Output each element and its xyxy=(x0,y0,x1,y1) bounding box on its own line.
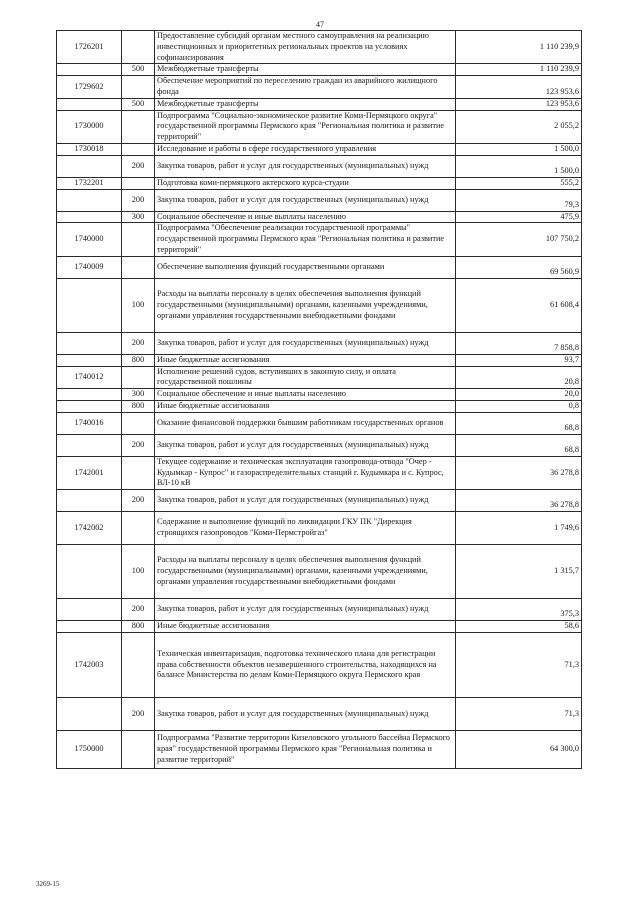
budget-table xyxy=(56,30,582,769)
table-row xyxy=(57,278,582,332)
table-row xyxy=(57,64,582,76)
page-number: 47 xyxy=(316,20,324,29)
table-row xyxy=(57,354,582,366)
table-row xyxy=(57,512,582,545)
table-row xyxy=(57,366,582,389)
table-row xyxy=(57,177,582,189)
row-amount-cell: 36 278,8 xyxy=(456,456,582,489)
row-expense-type-cell xyxy=(122,143,155,155)
row-amount-cell: 123 953,6 xyxy=(456,98,582,110)
row-name-cell: Предоставление субсидий органам местного самоуправления на реализацию инвестиционных и приоритетных региональных проектов на условиях софинансирования xyxy=(155,31,456,64)
row-name-cell: Закупка товаров, работ и услуг для государственных (муниципальных) нужд xyxy=(155,697,456,730)
table-row xyxy=(57,98,582,110)
row-code-cell: 1730018 xyxy=(57,143,122,155)
table-row xyxy=(57,211,582,223)
row-name-cell: Обеспечение выполнения функций государственными органами xyxy=(155,256,456,278)
row-expense-type-cell: 200 xyxy=(122,697,155,730)
row-name-cell: Закупка товаров, работ и услуг для государственных (муниципальных) нужд xyxy=(155,599,456,621)
row-name-cell: Иные бюджетные ассигнования xyxy=(155,354,456,366)
row-code-cell: 1750000 xyxy=(57,730,122,768)
row-code-cell xyxy=(57,189,122,211)
row-expense-type-cell: 200 xyxy=(122,332,155,354)
table-row xyxy=(57,545,582,599)
row-amount-cell: 64 300,0 xyxy=(456,730,582,768)
row-name-cell: Закупка товаров, работ и услуг для государственных (муниципальных) нужд xyxy=(155,332,456,354)
row-code-cell: 1742001 xyxy=(57,456,122,489)
row-code-cell xyxy=(57,434,122,456)
row-expense-type-cell: 300 xyxy=(122,389,155,401)
row-code-cell xyxy=(57,389,122,401)
row-amount-cell: 71,3 xyxy=(456,632,582,697)
row-name-cell: Закупка товаров, работ и услуг для государственных (муниципальных) нужд xyxy=(155,434,456,456)
table-row xyxy=(57,621,582,633)
row-amount-cell: 61 608,4 xyxy=(456,278,582,332)
row-name-cell: Исполнение решений судов, вступивших в законную силу, и оплата государственной пошлины xyxy=(155,366,456,389)
row-code-cell: 1742002 xyxy=(57,512,122,545)
row-expense-type-cell: 200 xyxy=(122,155,155,177)
row-expense-type-cell xyxy=(122,223,155,256)
row-amount-cell: 1 315,7 xyxy=(456,545,582,599)
row-amount-cell: 7 858,8 xyxy=(456,332,582,354)
row-code-cell xyxy=(57,621,122,633)
row-amount-cell: 123 953,6 xyxy=(456,76,582,99)
row-code-cell: 1740009 xyxy=(57,256,122,278)
table-row xyxy=(57,189,582,211)
row-amount-cell: 1 500,0 xyxy=(456,155,582,177)
table-row xyxy=(57,155,582,177)
row-expense-type-cell: 100 xyxy=(122,278,155,332)
row-code-cell xyxy=(57,599,122,621)
table-row xyxy=(57,31,582,64)
row-expense-type-cell xyxy=(122,256,155,278)
row-expense-type-cell xyxy=(122,632,155,697)
table-row xyxy=(57,76,582,99)
table-row xyxy=(57,456,582,489)
table-row xyxy=(57,223,582,256)
row-code-cell: 1740000 xyxy=(57,223,122,256)
table-row xyxy=(57,632,582,697)
row-amount-cell: 69 560,9 xyxy=(456,256,582,278)
row-amount-cell: 79,3 xyxy=(456,189,582,211)
table-row xyxy=(57,434,582,456)
row-expense-type-cell xyxy=(122,366,155,389)
row-amount-cell: 2 055,2 xyxy=(456,110,582,143)
row-code-cell xyxy=(57,400,122,412)
row-code-cell: 1732201 xyxy=(57,177,122,189)
row-code-cell xyxy=(57,545,122,599)
row-expense-type-cell xyxy=(122,177,155,189)
row-amount-cell: 71,3 xyxy=(456,697,582,730)
row-name-cell: Расходы на выплаты персоналу в целях обеспечения выполнения функций государственными (муниципальными) органами, казенными учреждениями, органами управления государственными внебюджетными фондами xyxy=(155,278,456,332)
row-code-cell: 1730000 xyxy=(57,110,122,143)
table-row xyxy=(57,400,582,412)
row-amount-cell: 20,8 xyxy=(456,366,582,389)
table-row xyxy=(57,256,582,278)
row-name-cell: Техническая инвентаризация, подготовка технического плана для регистрации права собственности объектов незавершенного строительства, находящихся на балансе Министерства по делам Коми-Пермяцкого округа Пермского края xyxy=(155,632,456,697)
row-amount-cell: 93,7 xyxy=(456,354,582,366)
row-amount-cell: 1 749,6 xyxy=(456,512,582,545)
row-amount-cell: 107 750,2 xyxy=(456,223,582,256)
table-row xyxy=(57,599,582,621)
row-name-cell: Содержание и выполнение функций по ликвидации ГКУ ПК "Дирекция строящихся газопроводов "Коми-Пермстройгаз" xyxy=(155,512,456,545)
row-expense-type-cell: 800 xyxy=(122,400,155,412)
table-row xyxy=(57,730,582,768)
row-name-cell: Обеспечение мероприятий по переселению граждан из аварийного жилищного фонда xyxy=(155,76,456,99)
row-code-cell xyxy=(57,354,122,366)
row-code-cell xyxy=(57,332,122,354)
row-amount-cell: 36 278,8 xyxy=(456,490,582,512)
row-name-cell: Оказание финансовой поддержки бывшим работникам государственных органов xyxy=(155,412,456,434)
row-amount-cell: 68,8 xyxy=(456,412,582,434)
row-name-cell: Подпрограмма "Социально-экономическое развитие Коми-Пермяцкого округа" государственной программы Пермского края "Региональная политика и развитие территорий" xyxy=(155,110,456,143)
row-amount-cell: 0,8 xyxy=(456,400,582,412)
row-code-cell: 1729602 xyxy=(57,76,122,99)
row-expense-type-cell: 100 xyxy=(122,545,155,599)
row-expense-type-cell: 200 xyxy=(122,490,155,512)
table-row xyxy=(57,697,582,730)
row-expense-type-cell xyxy=(122,76,155,99)
row-expense-type-cell xyxy=(122,31,155,64)
row-amount-cell: 20,0 xyxy=(456,389,582,401)
row-expense-type-cell: 200 xyxy=(122,434,155,456)
row-name-cell: Исследование и работы в сфере государственного управления xyxy=(155,143,456,155)
row-amount-cell: 555,2 xyxy=(456,177,582,189)
row-amount-cell: 375,3 xyxy=(456,599,582,621)
row-expense-type-cell xyxy=(122,512,155,545)
row-expense-type-cell xyxy=(122,730,155,768)
row-expense-type-cell: 200 xyxy=(122,189,155,211)
table-row xyxy=(57,412,582,434)
row-code-cell xyxy=(57,155,122,177)
table-row xyxy=(57,389,582,401)
row-name-cell: Расходы на выплаты персоналу в целях обеспечения выполнения функций государственными (муниципальными) органами, казенными учреждениями, органами управления государственными внебюджетными фондами xyxy=(155,545,456,599)
row-code-cell: 1726201 xyxy=(57,31,122,64)
row-name-cell: Закупка товаров, работ и услуг для государственных (муниципальных) нужд xyxy=(155,155,456,177)
row-name-cell: Межбюджетные трансферты xyxy=(155,64,456,76)
row-amount-cell: 475,9 xyxy=(456,211,582,223)
row-expense-type-cell: 300 xyxy=(122,211,155,223)
row-expense-type-cell xyxy=(122,110,155,143)
row-name-cell: Иные бюджетные ассигнования xyxy=(155,400,456,412)
row-name-cell: Социальное обеспечение и иные выплаты населению xyxy=(155,211,456,223)
row-expense-type-cell: 500 xyxy=(122,64,155,76)
row-name-cell: Закупка товаров, работ и услуг для государственных (муниципальных) нужд xyxy=(155,189,456,211)
table-row xyxy=(57,143,582,155)
row-code-cell xyxy=(57,278,122,332)
row-code-cell xyxy=(57,64,122,76)
row-amount-cell: 68,8 xyxy=(456,434,582,456)
table-row xyxy=(57,110,582,143)
row-amount-cell: 1 500,0 xyxy=(456,143,582,155)
row-expense-type-cell xyxy=(122,456,155,489)
row-name-cell: Межбюджетные трансферты xyxy=(155,98,456,110)
row-name-cell: Иные бюджетные ассигнования xyxy=(155,621,456,633)
row-expense-type-cell: 800 xyxy=(122,621,155,633)
row-amount-cell: 1 110 239,9 xyxy=(456,64,582,76)
row-name-cell: Подпрограмма "Развитие территории Кизеловского угольного бассейна Пермского края" государственной программы Пермского края "Региональная политика и развитие территорий" xyxy=(155,730,456,768)
row-name-cell: Закупка товаров, работ и услуг для государственных (муниципальных) нужд xyxy=(155,490,456,512)
row-name-cell: Подготовка коми-пермяцкого актерского курса-студии xyxy=(155,177,456,189)
row-code-cell xyxy=(57,211,122,223)
row-name-cell: Текущее содержание и техническая эксплуатация газопровода-отвода "Очер - Кудымкар - Купрос" и газораспределительных станций г. Кудымкара и с. Купрос, ВЛ-10 кВ xyxy=(155,456,456,489)
row-code-cell xyxy=(57,490,122,512)
row-code-cell xyxy=(57,98,122,110)
table-row xyxy=(57,332,582,354)
row-amount-cell: 1 110 239,9 xyxy=(456,31,582,64)
table-row xyxy=(57,490,582,512)
footer-document-code: 3269-15 xyxy=(36,880,60,888)
row-amount-cell: 58,6 xyxy=(456,621,582,633)
row-code-cell: 1742003 xyxy=(57,632,122,697)
row-code-cell: 1740012 xyxy=(57,366,122,389)
row-expense-type-cell: 800 xyxy=(122,354,155,366)
row-name-cell: Подпрограмма "Обеспечение реализации государственной программы" государственной программы Пермского края "Региональная политика и развитие территорий" xyxy=(155,223,456,256)
row-expense-type-cell xyxy=(122,412,155,434)
row-expense-type-cell: 500 xyxy=(122,98,155,110)
row-code-cell xyxy=(57,697,122,730)
row-expense-type-cell: 200 xyxy=(122,599,155,621)
row-name-cell: Социальное обеспечение и иные выплаты населению xyxy=(155,389,456,401)
row-code-cell: 1740016 xyxy=(57,412,122,434)
